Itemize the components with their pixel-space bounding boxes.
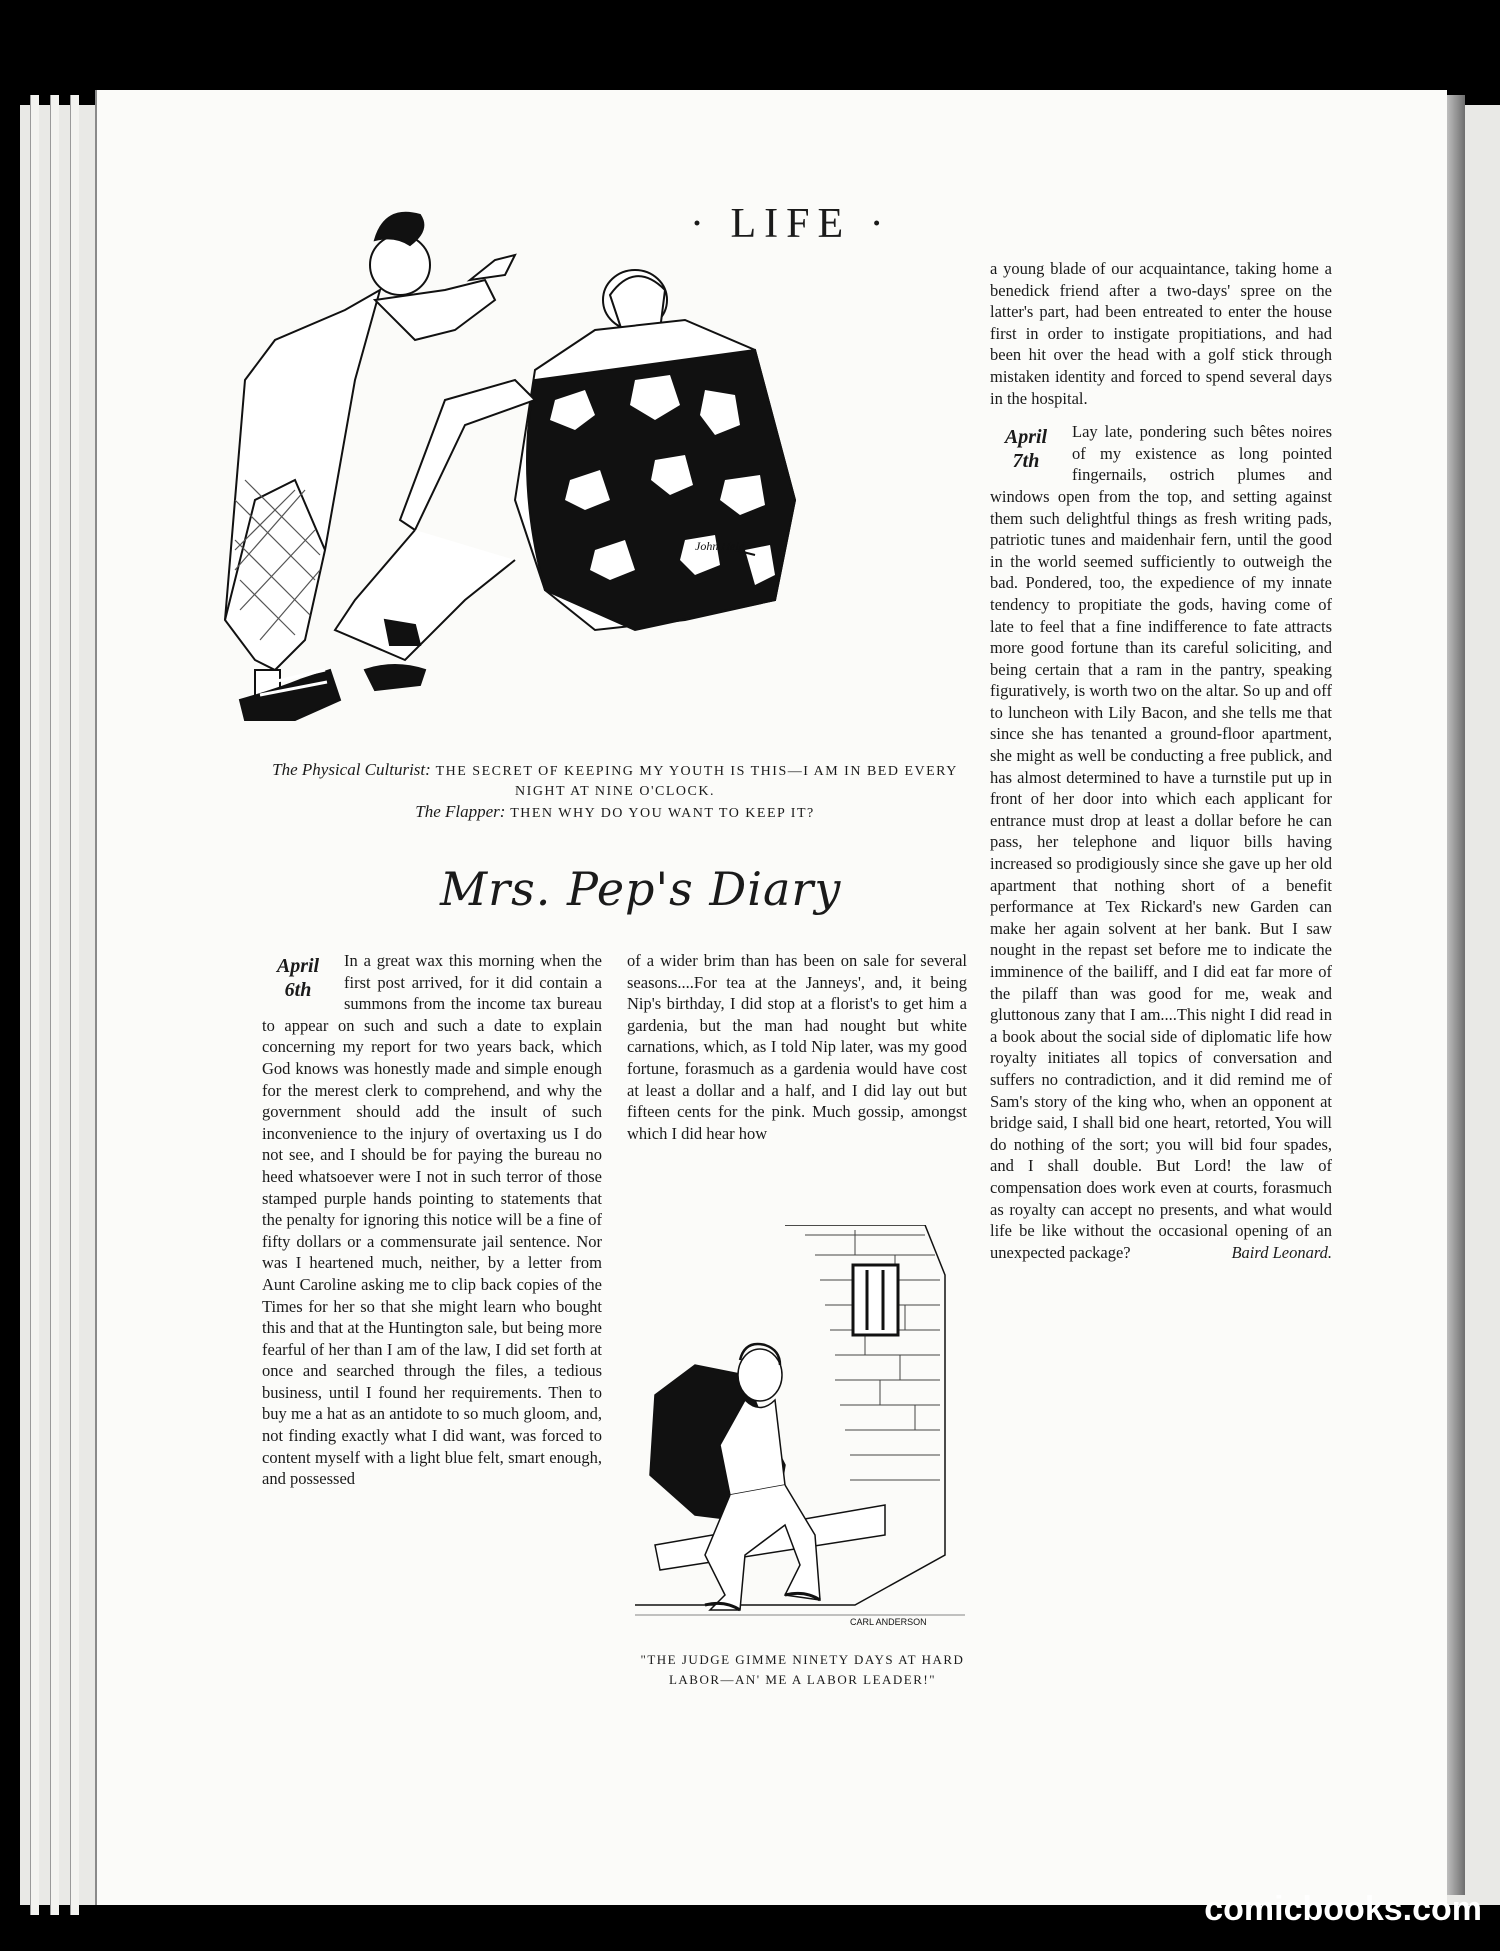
entry1-conclusion-text: a young blade of our acquaintance, taking home a benedick friend after a two-days' spree on the latter's part, had been entreated to enter the house first in order to instigate propitiations, and had been hit over the head with a golf stick through mistaken identity and forced to spend several days in the hospital. [990, 259, 1332, 408]
diary-column-3 [990, 258, 1332, 1263]
speaker-flapper: The Flapper: [415, 802, 506, 821]
entry2-date-day: 7th [1012, 450, 1040, 473]
entry2-date [990, 421, 1062, 473]
artist-signature: CARL ANDERSON [850, 1617, 927, 1627]
page-edge [30, 95, 39, 1915]
cartoon1-caption [270, 760, 960, 824]
flapper-cartoon [215, 200, 965, 740]
entry2-text [990, 421, 1332, 1263]
entry1-date [262, 950, 334, 1002]
diary-column-2 [627, 950, 967, 1144]
magazine-header: · LIFE · [690, 201, 892, 247]
diary-title: Mrs. Pep's Diary [440, 862, 842, 916]
cartoon2-caption: "THE JUDGE GIMME NINETY DAYS AT HARD LABOR—AN' ME A LABOR LEADER!" [640, 1652, 965, 1687]
svg-text:John Held: John Held [695, 539, 745, 553]
caption-line-1 [270, 760, 960, 802]
diary-column-1 [262, 950, 602, 1490]
prisoner-cartoon [635, 1225, 970, 1635]
entry2-body: Lay late, pondering such bêtes noires of my existence as long pointed fingernails, ostrich plumes and windows open from the top, and setting against them such delightful things as fresh writing pads, patriotic tunes and maidenhair fern, until the good in the world seemed sufficiently to outweigh the bad. Pondered, too, the expedience of my innate tendency to propitiate the gods, having come of late to feel that a fine indifference to fate attracts more good fortune than its careful soliciting, and being certain that a ram in the pantry, speaking figuratively, is worth two on the altar. So up and off to luncheon with Lily Bacon, and she tells me that since she has tenanted a ground-floor apartment, she might as well be conducting a free publick, and has almost determined to have a turnstile put up in front of her door into which each applicant for entrance must drop at least a dollar before he can pass, her telephone and liquor bills having increased so prodigiously since she gave up her old apartment that nothing short of a benefit performance at Tex Rickard's new Garden can make her again solvent at her bank. But I saw nought in the repast set before me to indicate the imminence of the bailiff, and I did eat far more of the pilaff than was good for me, weak and gluttonous zany that I am....This night I did read in a book about the social side of diplomatic life how royalty initiates all topics of conversation and suffers no contradiction, and it did remind me of Sam's story of the king who, when an opponent at bridge said, I shall bid one heart, retorted, You will do nothing of the sort; you will bid four spades, and I shall double. But Lord! the law of compensation does work even at courts, forasmuch as royalty can accept no presents, and what would life be like without the occasional opening of an unexpected package? [990, 422, 1332, 1262]
page-edge [70, 95, 79, 1915]
author-signature: Baird Leonard. [1231, 1242, 1332, 1262]
entry1-date-month: April [276, 955, 320, 977]
site-watermark: comicbooks.com [1204, 1890, 1482, 1928]
caption-text-2: THEN WHY DO YOU WANT TO KEEP IT? [510, 806, 815, 821]
entry1-text: In a great wax this morning when the first post arrived, for it did contain a summons from the income tax bureau to appear on such and such a date to explain concerning my report for two years back, which God knows was honestly made and simple enough for the merest clerk to comprehend, and why the government should add the insult of such inconvenience to the injury of overtaxing us I do not see, and I should be for paying the bureau no heed whatsoever were I not in such terror of those stamped purple hands pointing to statements that the penalty for ignoring this notice will be a fine of fifty dollars or a commensurate jail sentence. Nor was I heartened much, neither, by a letter from Aunt Caroline asking me to clip back copies of the Times for her so that she might learn who bought this and that at the Huntington sale, but being more fearful of her than I am of the law, I did set forth at once and searched through the files, a tedious business, until I found her requirements. Then to buy me a hat as an antidote to so much gloom, and, not finding exactly what I did want, was forced to content myself with a light blue felt, smart enough, and possessed [262, 951, 602, 1489]
speaker-physical-culturist: The Physical Culturist: [272, 760, 431, 779]
entry2-date-month: April [1004, 426, 1048, 449]
caption-line-2 [270, 802, 960, 824]
entry1-continued-text: of a wider brim than has been on sale for several seasons....For tea at the Janneys', and, it being Nip's birthday, I did stop at a florist's to get him a gardenia, but the man had nought but white carnations, which, as I told Nip later, was my good fortune, forasmuch as a gardenia would have cost at least a dollar and a half, and I did lay out but fifteen cents for the pink. Much gossip, amongst which I did hear how [627, 951, 967, 1143]
entry1-date-day: 6th [284, 979, 312, 1001]
page-edge [50, 95, 59, 1915]
caption-text-1: THE SECRET OF KEEPING MY YOUTH IS THIS—I AM IN BED EVERY NIGHT AT NINE O'CLOCK. [435, 764, 958, 799]
